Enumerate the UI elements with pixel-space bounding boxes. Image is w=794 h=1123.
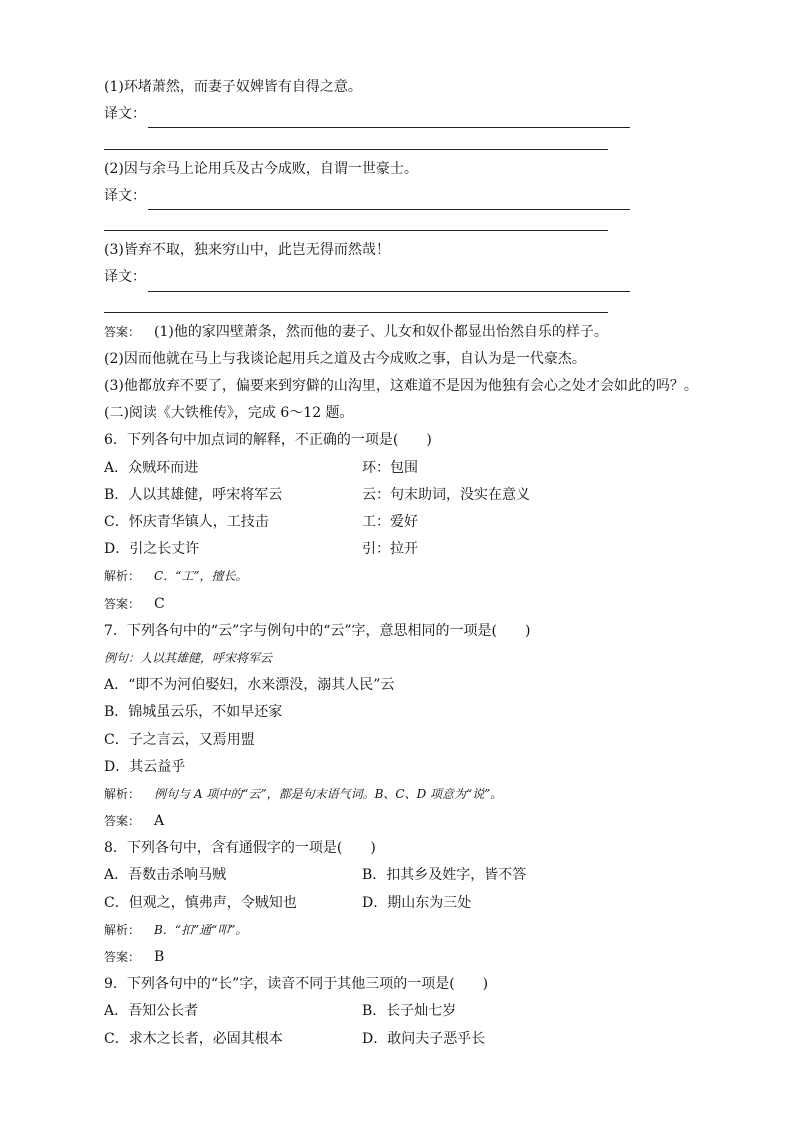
question-8-options-row-1	[104, 862, 704, 889]
analysis-label: 解析：	[104, 786, 141, 801]
answer-value: A	[154, 813, 165, 830]
question-8-stem: 8．下列各句中，含有通假字的一项是( )	[104, 840, 376, 857]
option-text: A．吾数击杀响马贼	[104, 867, 227, 884]
question-7-answer	[104, 808, 704, 835]
question-9-options-row-1	[104, 998, 704, 1025]
option-text: A．众贼环而进	[104, 459, 199, 476]
answer-text: (1)他的家四壁萧条，然而他的妻子、儿女和奴仆都显出怡然自乐的样子。	[154, 323, 608, 340]
answer-value: B	[154, 949, 165, 965]
answer-label: 答案：	[104, 814, 141, 829]
section-heading: (二)阅读《大铁椎传》，完成 6～12 题。	[104, 405, 354, 422]
question-7-option-b: B．锦城虽云乐，不如早还家	[104, 704, 283, 721]
question-6-option-a	[104, 455, 704, 482]
question-6-option-b	[104, 482, 704, 509]
question-8-answer	[104, 944, 704, 971]
option-text: B．人以其雄健，呼宋将军云	[104, 486, 283, 503]
option-text: C．怀庆青华镇人，工技击	[104, 514, 269, 530]
answer-blank-line[interactable]	[104, 128, 704, 155]
answer-label: 答案：	[104, 950, 141, 964]
option-text: D．引之长丈许	[104, 541, 200, 558]
answer-line-1	[104, 319, 704, 346]
translation-answer-row-3	[104, 264, 704, 291]
document-page	[104, 74, 704, 1053]
question-7-option-d: D．其云益乎	[104, 758, 186, 775]
answer-blank-line[interactable]	[104, 210, 704, 237]
option-text: B．长子灿七岁	[362, 1003, 457, 1020]
analysis-label: 解析：	[104, 569, 141, 584]
option-text: C．求木之长者，必固其根本	[104, 1030, 283, 1047]
question-6-stem: 6．下列各句中加点词的解释，不正确的一项是( )	[104, 432, 432, 449]
answer-blank-line[interactable]	[104, 292, 704, 319]
translation-item-3: (3)皆弃不取，独来穷山中，此岂无得而然哉！	[104, 242, 390, 259]
answer-blank[interactable]	[148, 193, 630, 210]
translation-label: 译文：	[104, 269, 146, 286]
option-text: D．敢问夫子恶乎长	[362, 1030, 486, 1047]
analysis-text: C．“工”，擅长。	[154, 569, 248, 584]
answer-label: 答案：	[104, 596, 141, 611]
option-text: D．期山东为三处	[362, 894, 472, 911]
option-gloss: 云：句末助词，没实在意义	[362, 486, 530, 503]
answer-line-2: (2)因而他就在马上与我谈论起用兵之道及古今成败之事，自认为是一代豪杰。	[104, 350, 586, 367]
analysis-label: 解析：	[104, 922, 141, 937]
translation-label: 译文：	[104, 187, 146, 204]
question-6-option-c	[104, 509, 704, 536]
question-8-options-row-2	[104, 890, 704, 917]
question-7-option-c: C．子之言云，又焉用盟	[104, 731, 255, 748]
translation-label: 译文：	[104, 106, 146, 123]
option-text: B．扣其乡及姓字，皆不答	[362, 867, 527, 884]
answer-blank[interactable]	[148, 111, 630, 128]
translation-item-2: (2)因与余马上论用兵及古今成败，自谓一世豪士。	[104, 160, 418, 177]
question-6-answer	[104, 591, 704, 618]
answer-blank[interactable]	[148, 275, 630, 292]
analysis-text: 例句与 A 项中的“云”，都是句末语气词。B、C、D 项意为“说”。	[154, 786, 503, 801]
analysis-text: B．“扣”通“叩”。	[154, 922, 248, 937]
question-7-example: 例句：人以其雄健，呼宋将军云	[104, 650, 273, 665]
answer-value: C	[154, 595, 165, 612]
question-8-analysis	[104, 917, 704, 944]
question-9-stem: 9．下列各句中的“长”字，读音不同于其他三项的一项是( )	[104, 976, 489, 993]
option-gloss: 工：爱好	[362, 514, 418, 530]
option-gloss: 环：包围	[362, 459, 418, 476]
question-7-analysis	[104, 781, 704, 808]
option-text: C．但观之，慎弗声，令贼知也	[104, 894, 297, 911]
translation-answer-row-2	[104, 183, 704, 210]
question-6-option-d	[104, 536, 704, 563]
option-text: A．吾知公长者	[104, 1003, 199, 1020]
question-7-option-a: A．“即不为河伯娶妇，水来漂没，溺其人民”云	[104, 677, 395, 694]
question-6-analysis	[104, 563, 704, 590]
answer-line-3: (3)他都放弃不要了，偏要来到穷僻的山沟里，这难道不是因为他独有会心之处才会如此的吗？。	[104, 378, 698, 395]
answer-label: 答案：	[104, 324, 141, 339]
option-gloss: 引：拉开	[362, 541, 418, 558]
translation-answer-row-1	[104, 101, 704, 128]
question-9-options-row-2	[104, 1026, 704, 1053]
question-7-stem: 7．下列各句中的“云”字与例句中的“云”字，意思相同的一项是( )	[104, 622, 531, 639]
translation-item-1: (1)环堵萧然，而妻子奴婢皆有自得之意。	[104, 79, 362, 95]
